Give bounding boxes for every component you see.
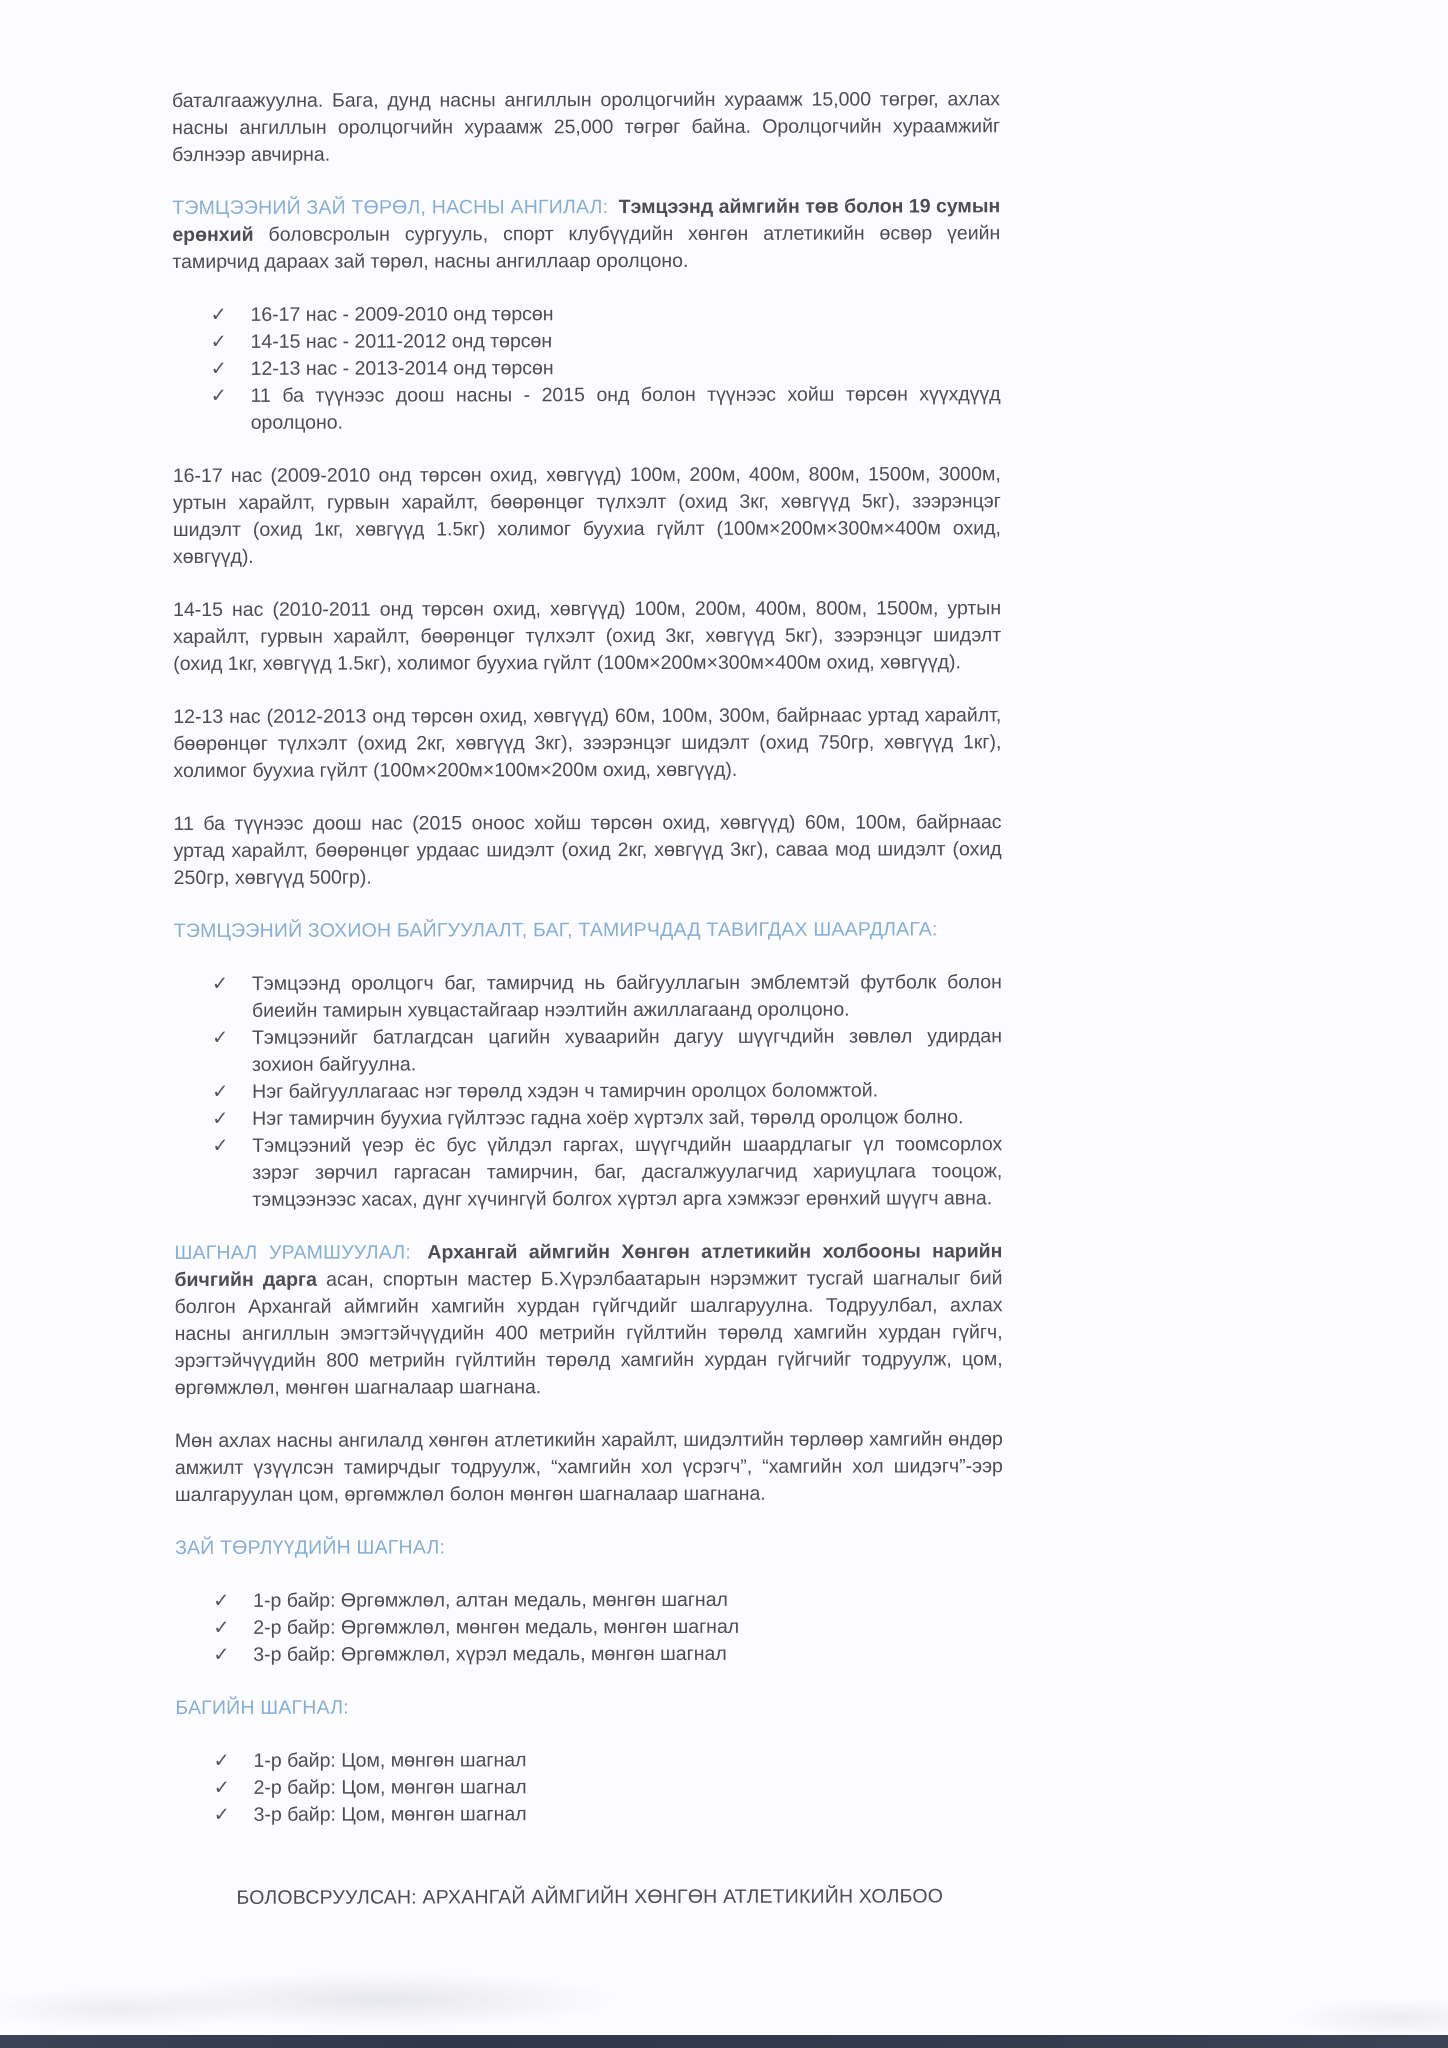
rule-text: Тэмцээний үеэр ёс бус үйлдэл гаргах, шүүгчдийн шаардлагыг үл тоомсорлох зэрэг зөрчил гаргасан тамирчин, баг, дасгалжуулагчид хариуцлага тооцож, тэмцээнээс хасах, дүнг хүчингүй болгох хүртэл арга хэмжээг ерөнхий шүүгч авна.: [252, 1133, 1003, 1211]
list-item: [176, 1800, 1004, 1829]
check-icon: ✓: [213, 1589, 230, 1612]
rule-text: Нэг байгууллагаас нэг төрөлд хэдэн ч тамирчин оролцох боломжтой.: [252, 1079, 879, 1103]
list-item: [174, 1104, 1002, 1133]
check-icon: ✓: [212, 1107, 229, 1130]
section-awards: [174, 1238, 1002, 1402]
check-icon: ✓: [213, 1803, 230, 1826]
list-item: [173, 354, 1001, 383]
check-icon: ✓: [210, 330, 227, 353]
prepared-by-line: БОЛОВСРУУЛСАН: АРХАНГАЙ АЙМГИЙН ХӨНГӨН АТЛЕТИКИЙН ХОЛБОО: [236, 1885, 944, 1909]
rule-text: Тэмцээнийг батлагдсан цагийн хуваарийн дагуу шүүгчдийн зөвлөл удирдан зохион байгуулна.: [251, 1025, 1003, 1076]
check-icon: ✓: [210, 303, 227, 326]
prize-text: 1-р байр: Цом, мөнгөн шагнал: [253, 1749, 527, 1772]
list-item: [176, 1773, 1004, 1802]
awards-lead-bold: Архангай аймгийн Хөнгөн атлетикийн холбооны нарийн бичгийн дарга: [174, 1240, 1003, 1291]
check-icon: ✓: [211, 972, 229, 995]
age-group-paragraph-16-17: 16-17 нас (2009-2010 онд төрсөн охид, хөвгүүд) 100м, 200м, 400м, 800м, 1500м, 3000м, уртын харайлт, гурвын харайлт, бөөрөнцөг түлхэлт (охид 3кг, хөвгүүд 5кг), зээрэнцэг шидэлт (охид 1кг, хөвгүүд 1.5кг) холимог буухиа гүйлт (100м×200м×300м×400м охид, хөвгүүд).: [172, 463, 1001, 568]
check-icon: ✓: [212, 1080, 229, 1103]
section-lead-rest: боловсролын сургууль, спорт клубүүдийн хөнгөн атлетикийн өсвөр үеийн тамирчид дараах зай төрөл, насны ангиллаар оролцоно.: [172, 222, 1001, 273]
prize-text: 2-р байр: Өргөмжлөл, мөнгөн медаль, мөнгөн шагнал: [253, 1615, 740, 1639]
intro-paragraph: баталгаажуулна. Бага, дунд насны ангиллын оролцогчийн хураамж 15,000 төгрөг, ахлах насны ангиллын оролцогчийн хураамж 25,000 төгрөг байна. Оролцогчийн хураамжийг бэлнээр авчирна.: [172, 88, 1001, 166]
check-icon: ✓: [213, 1749, 230, 1772]
section-heading-distance-prizes: ЗАЙ ТӨРЛҮҮДИЙН ШАГНАЛ:: [175, 1536, 446, 1559]
list-item: [174, 1077, 1002, 1106]
list-item: [175, 1640, 1003, 1669]
list-item: [172, 300, 1000, 329]
list-item: [175, 1613, 1003, 1642]
check-icon: ✓: [211, 1026, 229, 1049]
list-item: [174, 1023, 1002, 1079]
age-bullet-text: 14-15 нас - 2011-2012 онд төрсөн: [250, 330, 553, 353]
prize-text: 3-р байр: Өргөмжлөл, хүрэл медаль, мөнгөн шагнал: [253, 1642, 727, 1666]
section-heading-team-prizes: БАГИЙН ШАГНАЛ:: [175, 1696, 349, 1719]
check-icon: ✓: [213, 1643, 230, 1666]
prize-text: 1-р байр: Өргөмжлөл, алтан медаль, мөнгөн шагнал: [253, 1588, 728, 1612]
rules-list: [174, 969, 1003, 1214]
prize-text: 2-р байр: Цом, мөнгөн шагнал: [253, 1776, 527, 1799]
rule-text: Тэмцээнд оролцогч баг, тамирчид нь байгууллагын эмблемтэй футболк болон биеийн тамирын хувцастайгаар нээлтийн ажиллагаанд оролцоно.: [251, 971, 1002, 1022]
list-item: [175, 1746, 1003, 1775]
age-bullet-text: 12-13 нас - 2013-2014 онд төрсөн: [250, 357, 554, 380]
age-category-list: [172, 300, 1000, 437]
age-group-paragraph-11-under: 11 ба түүнээс доош нас (2015 оноос хойш төрсөн охид, хөвгүүд) 60м, 100м, байрнаас уртад харайлт, бөөрөнцөг урдаас шидэлт (охид 2кг, хөвгүүд 3кг), саваа мод шидэлт (охид 250гр, хөвгүүд 500гр).: [173, 811, 1002, 889]
awards-lead-rest: асан, спортын мастер Б.Хүрэлбаатарын нэрэмжит тусгай шагналыг бий болгон Архангай аймгийн хамгийн хурдан гүйгчдийг шалгаруулна. Тодруулбал, ахлах насны ангиллын эмэгтэйчүүдийн 400 метрийн гүйлтийн төрөлд хамгийн хурдан гүйгч, эрэгтэйчүүдийн 800 метрийн гүйлтийн төрөлд хамгийн хурдан гүйгчийг тодруулж, цом, өргөмжлөл, мөнгөн шагналаар шагнана.: [174, 1267, 1003, 1399]
list-item: [173, 381, 1001, 437]
list-item: [174, 969, 1002, 1025]
check-icon: ✓: [213, 1776, 230, 1799]
section-lead-bold: Тэмцээнд аймгийн төв болон 19 сумын ерөнхий: [172, 195, 1001, 246]
age-group-paragraph-12-13: 12-13 нас (2012-2013 онд төрсөн охид, хөвгүүд) 60м, 100м, 300м, байрнаас уртад харайлт, бөөрөнцөг түлхэлт (охид 2кг, хөвгүүд 3кг), зээрэнцэг шидэлт (охид 750гр, хөвгүүд 1кг), холимог буухиа гүйлт (100м×200м×100м×200м охид, хөвгүүд).: [173, 704, 1002, 782]
list-item: [174, 1131, 1002, 1214]
awards-paragraph-2: Мөн ахлах насны ангилалд хөнгөн атлетикийн харайлт, шидэлтийн төрлөөр хамгийн өндөр амжилт үзүүлсэн тамирчдыг тодруулж, “хамгийн хол үсрэгч”, “хамгийн хол шидэгч”-ээр шалгаруулан цом, өргөмжлөл болон мөнгөн шагналаар шагнана.: [174, 1428, 1003, 1506]
age-group-paragraph-14-15: 14-15 нас (2010-2011 онд төрсөн охид, хөвгүүд) 100м, 200м, 400м, 800м, 1500м, уртын харайлт, гурвын харайлт, бөөрөнцөг түлхэлт (охид 3кг, хөвгүүд 5кг), зээрэнцэг шидэлт (охид 1кг, хөвгүүд 1.5кг), холимог буухиа гүйлт (100м×200м×300м×400м охид, хөвгүүд).: [173, 597, 1002, 675]
rule-text: Нэг тамирчин буухиа гүйлтээс гадна хоёр хүртэлх зай, төрөлд оролцож болно.: [252, 1106, 964, 1130]
distance-prize-list: [175, 1586, 1003, 1669]
section-heading-awards: ШАГНАЛ УРАМШУУЛАЛ:: [174, 1241, 411, 1264]
section-heading-distance-age: ТЭМЦЭЭНИЙ ЗАЙ ТӨРӨЛ, НАСНЫ АНГИЛАЛ:: [172, 196, 609, 219]
check-icon: ✓: [210, 384, 228, 407]
check-icon: ✓: [210, 357, 227, 380]
scan-smudge-artifact: [0, 1946, 1448, 2036]
section-distance-age: [172, 193, 1000, 276]
age-bullet-text: 11 ба түүнээс доош насны - 2015 онд болон түүнээс хойш төрсөн хүүхдүүд оролцоно.: [250, 383, 1001, 434]
prize-text: 3-р байр: Цом, мөнгөн шагнал: [253, 1803, 527, 1826]
scan-edge-artifact: [0, 2035, 1448, 2048]
list-item: [173, 327, 1001, 356]
check-icon: ✓: [213, 1616, 230, 1639]
team-prize-list: [175, 1746, 1003, 1829]
check-icon: ✓: [212, 1134, 229, 1157]
age-bullet-text: 16-17 нас - 2009-2010 онд төрсөн: [250, 303, 554, 326]
document-page: [172, 86, 1004, 1912]
section-heading-organization: ТЭМЦЭЭНИЙ ЗОХИОН БАЙГУУЛАЛТ, БАГ, ТАМИРЧДАД ТАВИГДАХ ШААРДЛАГА:: [173, 918, 938, 942]
list-item: [175, 1586, 1003, 1615]
